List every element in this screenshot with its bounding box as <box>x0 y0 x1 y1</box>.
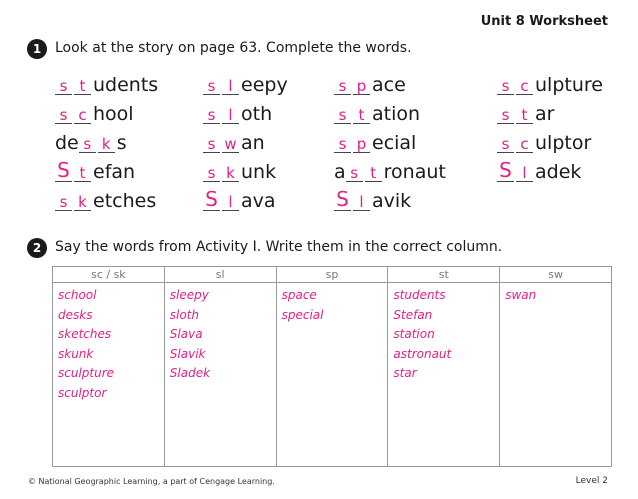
completed-word <box>55 153 203 182</box>
answer-letter: t <box>353 107 370 125</box>
word-ending: etches <box>93 190 157 212</box>
sorting-table <box>52 266 612 467</box>
answer-letter: k <box>222 165 239 183</box>
answer-letter: t <box>74 78 91 96</box>
word-ending: an <box>241 132 265 154</box>
sorted-word: space <box>281 288 317 302</box>
answer-blanks <box>55 78 93 96</box>
word-ending: eepy <box>241 74 288 96</box>
answer-blanks <box>55 159 93 182</box>
answer-letter: t <box>365 165 382 183</box>
answer-blanks <box>497 78 535 96</box>
worksheet-title: Unit 8 Worksheet <box>480 14 608 29</box>
activity-1-instruction: Look at the story on page 63. Complete the words. <box>55 40 412 56</box>
answer-letter: l <box>353 194 370 212</box>
word-ending: ecial <box>372 132 417 154</box>
column-words <box>53 283 164 406</box>
answer-letter: s <box>203 78 220 96</box>
column-header: sw <box>500 267 611 283</box>
completed-word <box>203 66 334 95</box>
completed-word <box>203 153 334 182</box>
answer-letter: s <box>334 136 351 154</box>
completed-word <box>55 182 203 211</box>
completed-word <box>497 153 615 182</box>
answer-letter: s <box>497 78 514 96</box>
word-ending: oth <box>241 103 273 125</box>
copyright-notice: © National Geographic Learning, a part of Cengage Learning. <box>28 477 275 486</box>
word-ending: ation <box>372 103 421 125</box>
answer-letter: l <box>516 165 533 183</box>
answer-blanks <box>334 136 372 154</box>
column-sl <box>165 267 277 466</box>
answer-letter: s <box>55 107 72 125</box>
answer-blanks <box>55 194 93 212</box>
column-header: sp <box>277 267 388 283</box>
sorted-word: Slavik <box>169 346 206 361</box>
completed-word <box>55 95 203 124</box>
sorted-word: Slava <box>169 327 203 341</box>
answer-letter: s <box>497 136 514 154</box>
sorted-word: sculpture <box>58 366 115 380</box>
word-ending: ulpture <box>535 74 603 96</box>
answer-letter: S <box>334 188 351 211</box>
answer-letter: p <box>353 136 370 154</box>
completed-word <box>497 66 615 95</box>
word-ending: ulptor <box>535 132 592 154</box>
answer-letter: s <box>334 78 351 96</box>
sorted-word: school <box>58 288 97 302</box>
completed-word <box>497 124 615 153</box>
word-ending: ar <box>535 103 555 125</box>
answer-letter: w <box>222 136 239 154</box>
answer-letter: c <box>516 78 533 96</box>
column-words <box>277 283 388 328</box>
answer-letter: s <box>203 165 220 183</box>
answer-blanks <box>203 188 241 211</box>
answer-letter: s <box>346 165 363 183</box>
word-completion-grid <box>55 66 615 211</box>
column-st <box>388 267 500 466</box>
answer-letter: p <box>353 78 370 96</box>
answer-letter: s <box>55 78 72 96</box>
column-words <box>388 283 499 387</box>
answer-letter: k <box>98 136 115 154</box>
activity-2-instruction: Say the words from Activity I. Write them in the correct column. <box>55 239 503 255</box>
answer-blanks <box>334 107 372 125</box>
answer-letter: s <box>203 136 220 154</box>
completed-word <box>203 182 334 211</box>
word-ending: unk <box>241 161 277 183</box>
answer-letter: S <box>55 159 72 182</box>
sorted-word: sleepy <box>169 288 209 302</box>
sorted-word: Sladek <box>169 366 211 380</box>
answer-blanks <box>203 136 241 154</box>
column-sp <box>277 267 389 466</box>
word-ending: ace <box>372 74 406 96</box>
completed-word <box>497 95 615 124</box>
sorted-word: special <box>281 307 324 322</box>
answer-letter: s <box>55 194 72 212</box>
completed-word <box>334 66 497 95</box>
sorted-word: desks <box>58 307 93 322</box>
answer-letter: S <box>203 188 220 211</box>
sorted-word: star <box>393 366 417 380</box>
answer-blanks <box>79 136 117 154</box>
answer-blanks <box>203 78 241 96</box>
level-label: Level 2 <box>575 476 608 486</box>
answer-blanks <box>497 136 535 154</box>
completed-word <box>55 124 203 153</box>
answer-blanks <box>55 107 93 125</box>
answer-letter: k <box>74 194 91 212</box>
word-prefix: a <box>334 161 346 183</box>
completed-word <box>203 124 334 153</box>
answer-letter: s <box>497 107 514 125</box>
answer-letter: s <box>203 107 220 125</box>
answer-letter: l <box>222 194 239 212</box>
column-words <box>165 283 276 387</box>
answer-blanks <box>203 107 241 125</box>
completed-word <box>334 182 497 211</box>
sorted-word: sculptor <box>58 385 107 400</box>
answer-letter: c <box>516 136 533 154</box>
column-sc-sk <box>53 267 165 466</box>
sorted-word: station <box>393 327 435 341</box>
answer-letter: t <box>74 165 91 183</box>
column-sw <box>500 267 611 466</box>
sorted-word: skunk <box>58 346 94 361</box>
completed-word <box>55 66 203 95</box>
answer-blanks <box>497 107 535 125</box>
column-header: sc / sk <box>53 267 164 283</box>
completed-word <box>334 95 497 124</box>
column-words <box>500 283 611 309</box>
empty-cell <box>497 182 615 211</box>
word-ending: udents <box>93 74 159 96</box>
word-ending: s <box>116 132 127 154</box>
activity-2-number: 2 <box>27 238 47 258</box>
column-header: st <box>388 267 499 283</box>
sorted-word: Stefan <box>393 307 433 322</box>
answer-letter: l <box>222 78 239 96</box>
answer-letter: c <box>74 107 91 125</box>
answer-blanks <box>334 78 372 96</box>
answer-blanks <box>334 188 372 211</box>
completed-word <box>203 95 334 124</box>
word-ending: ava <box>241 190 276 212</box>
word-ending: efan <box>93 161 136 183</box>
completed-word <box>334 124 497 153</box>
sorted-word: students <box>393 288 446 302</box>
word-ending: ronaut <box>383 161 446 183</box>
activity-1-number: 1 <box>27 39 47 59</box>
word-ending: hool <box>93 103 134 125</box>
answer-blanks <box>497 159 535 182</box>
word-ending: avik <box>372 190 412 212</box>
answer-letter: s <box>79 136 96 154</box>
answer-letter: S <box>497 159 514 182</box>
answer-letter: t <box>516 107 533 125</box>
answer-letter: s <box>334 107 351 125</box>
word-prefix: de <box>55 132 79 154</box>
column-header: sl <box>165 267 276 283</box>
word-ending: adek <box>535 161 582 183</box>
answer-blanks <box>203 165 241 183</box>
answer-blanks <box>346 165 384 183</box>
sorted-word: sloth <box>169 307 200 322</box>
sorted-word: sketches <box>58 327 112 341</box>
answer-letter: l <box>222 107 239 125</box>
sorted-word: swan <box>505 288 537 302</box>
sorted-word: astronaut <box>393 346 452 361</box>
completed-word <box>334 153 497 182</box>
